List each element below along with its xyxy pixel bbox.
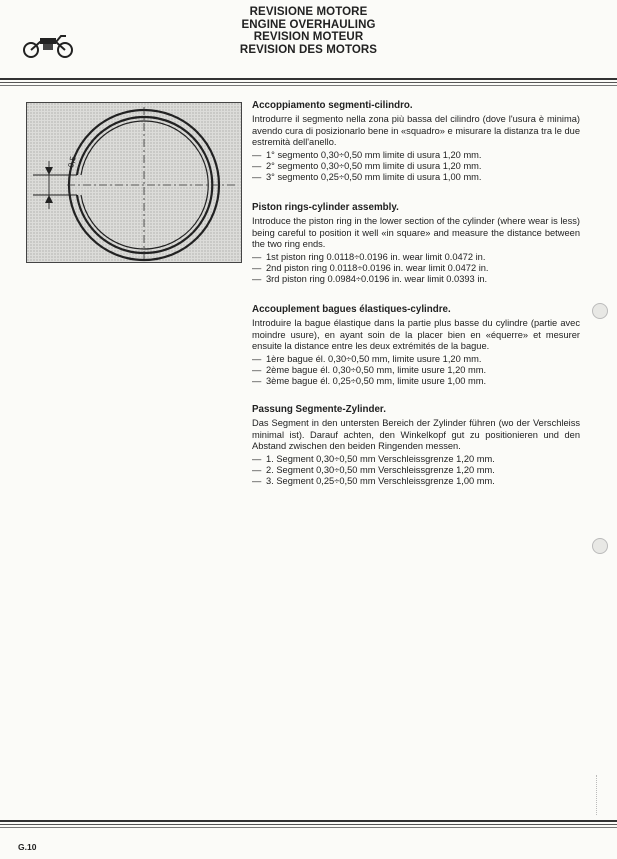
list-item: — 3rd piston ring 0.0984÷0.0196 in. wear limit 0.0393 in. <box>252 274 488 285</box>
section-it <box>250 100 580 184</box>
page-header <box>0 6 617 56</box>
list-item: — 2nd piston ring 0.0118÷0.0196 in. wear limit 0.0472 in. <box>252 263 489 274</box>
section-en <box>250 202 580 286</box>
list-item: — 1° segmento 0,30÷0,50 mm limite di usura 1,20 mm. <box>252 149 482 160</box>
header-line-2: ENGINE OVERHAULING <box>241 18 376 31</box>
header-line-4: REVISION DES MOTORS <box>239 43 378 56</box>
list-item: — 1ère bague él. 0,30÷0,50 mm, limite usure 1,20 mm. <box>252 353 482 364</box>
top-rule-thin-2 <box>0 85 617 86</box>
ring-diagram <box>27 103 241 262</box>
header-line-3: REVISION MOTEUR <box>253 31 364 44</box>
punch-hole <box>592 538 608 554</box>
list-item: — 1. Segment 0,30÷0,50 mm Verschleissgrenze 1,20 mm. <box>252 453 495 464</box>
section-de <box>250 404 580 488</box>
section-en-text: Introduce the piston ring in the lower section of the cylinder (where wear is less) being careful to position it well «in square» and measure the distance between the two ring ends. <box>252 216 580 250</box>
section-de-text: Das Segment in den untersten Bereich der Zylinder führen (wo der Verschleiss minimal ist). Darauf achten, den Winkelkopf gut zu positionieren und den Abstand zwischen den beiden Ringenden messen. <box>252 418 580 452</box>
list-item: — 3° segmento 0,25÷0,50 mm limite di usura 1,00 mm. <box>252 172 482 183</box>
margin-marks <box>596 775 607 815</box>
section-fr <box>250 304 580 388</box>
motorcycle-logo-icon <box>18 33 78 59</box>
punch-hole <box>592 303 608 319</box>
section-en-title: Piston rings-cylinder assembly. <box>252 202 399 213</box>
bottom-rule-thin <box>0 824 617 825</box>
section-fr-title: Accouplement bagues élastiques-cylindre. <box>252 304 451 315</box>
top-rule-thin <box>0 82 617 83</box>
section-it-title: Accoppiamento segmenti-cilindro. <box>252 100 413 111</box>
piston-ring-gap-figure <box>26 102 242 263</box>
list-item: — 1st piston ring 0.0118÷0.0196 in. wear limit 0.0472 in. <box>252 251 486 262</box>
header-line-1: REVISIONE MOTORE <box>249 6 368 18</box>
list-item: — 3. Segment 0,25÷0,50 mm Verschleissgrenze 1,00 mm. <box>252 476 495 487</box>
section-fr-text: Introduire la bague élastique dans la partie plus basse du cylindre (partie avec moindre usure), en ayant soin de la placer bien en «équerre» et mesurer ensuite la distance entre les deux extrémités de la bague. <box>252 318 580 352</box>
bottom-rule-thick <box>0 820 617 822</box>
section-de-title: Passung Segmente-Zylinder. <box>252 404 386 415</box>
bottom-rule-thin-2 <box>0 827 617 828</box>
list-item: — 3ème bague él. 0,25÷0,50 mm, limite usure 1,00 mm. <box>252 376 487 387</box>
list-item: — 2ème bague él. 0,30÷0,50 mm, limite usure 1,20 mm. <box>252 365 487 376</box>
list-item: — 2° segmento 0,30÷0,50 mm limite di usura 1,20 mm. <box>252 161 482 172</box>
list-item: — 2. Segment 0,30÷0,50 mm Verschleissgrenze 1,20 mm. <box>252 465 495 476</box>
gap-dimension-label: 0,5 <box>66 155 78 169</box>
page-number: G.10 <box>18 842 37 852</box>
section-it-text: Introdurre il segmento nella zona più bassa del cilindro (dove l'usura è minima) avendo cura di posizionarlo bene in «squadro» e misurare la distanza tra le due estremità dell'anello. <box>252 114 580 148</box>
top-rule-thick <box>0 78 617 80</box>
